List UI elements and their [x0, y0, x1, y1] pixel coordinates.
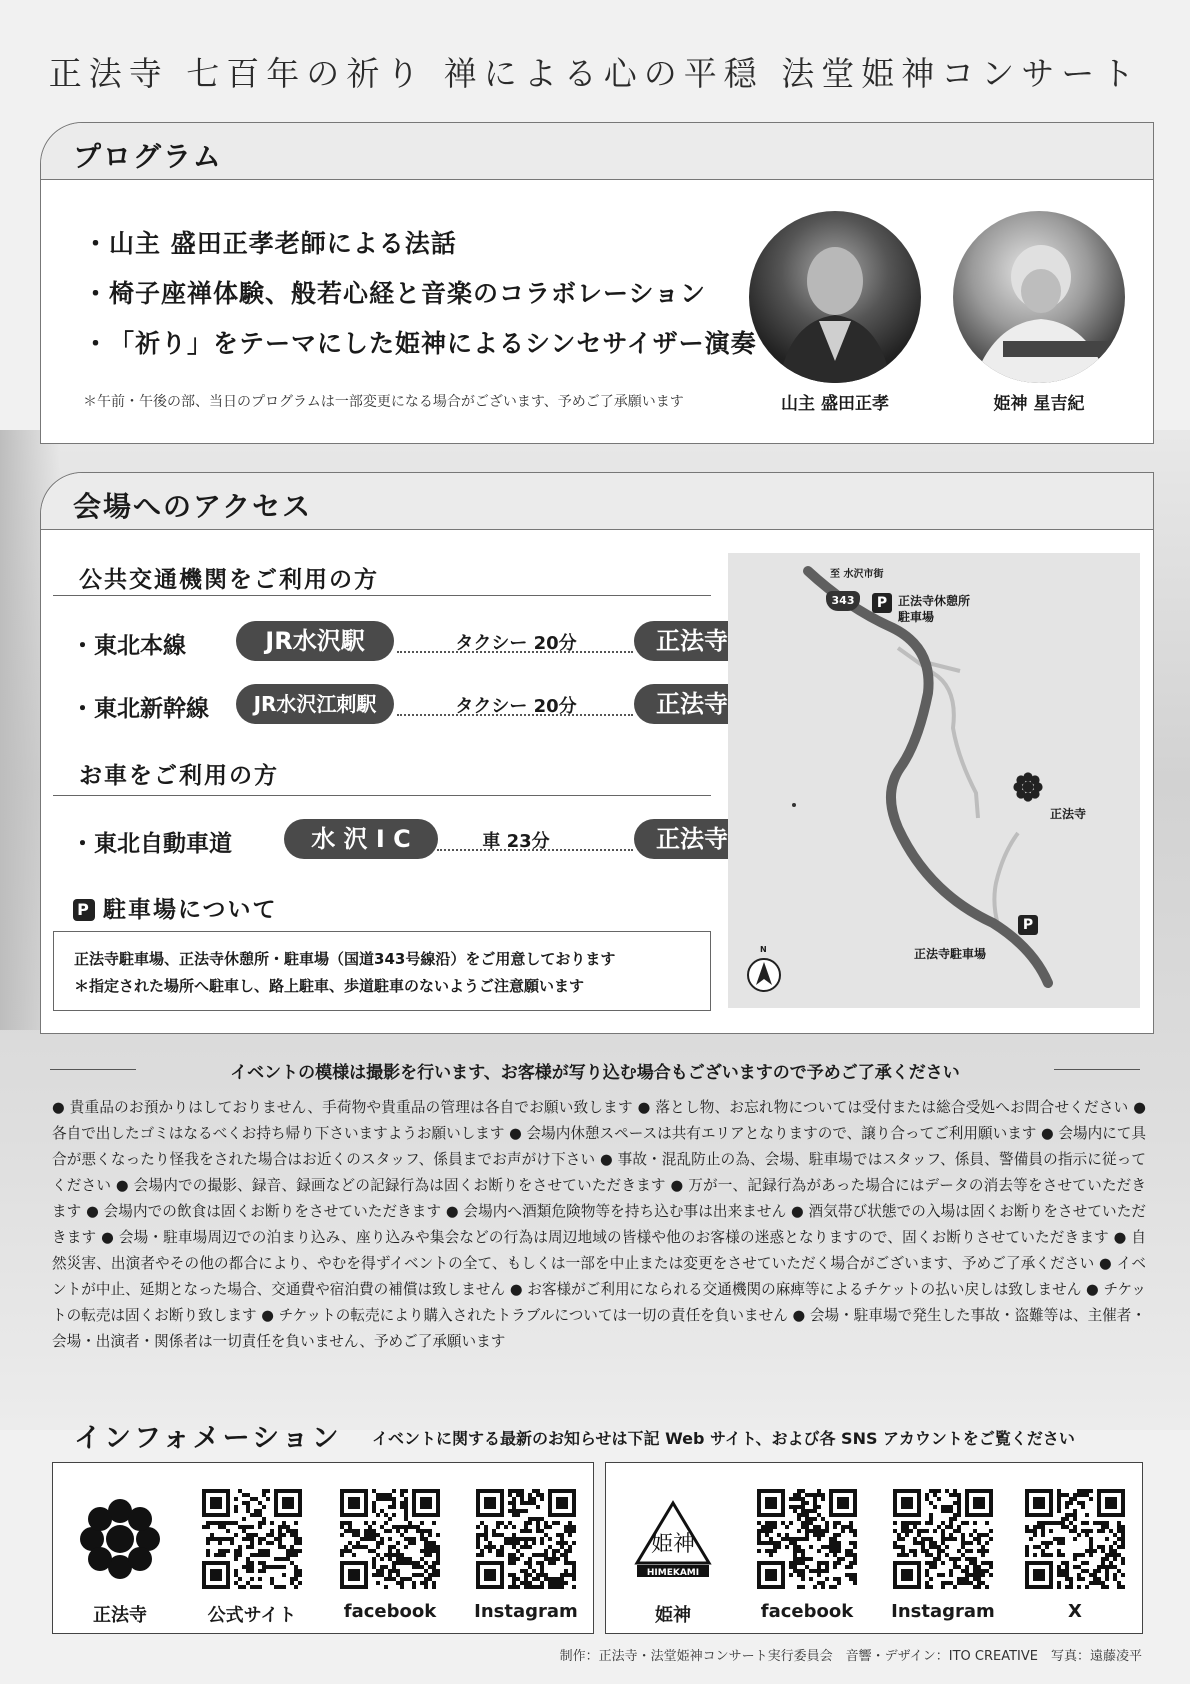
route-line-name: ・東北自動車道 — [71, 831, 232, 857]
parking-icon: P — [73, 899, 95, 921]
monk-figure-icon — [749, 211, 921, 383]
parking-marker-icon: P — [1018, 915, 1038, 935]
divider — [53, 595, 711, 596]
route-start-pill: JR水沢江刺駅 — [236, 684, 394, 724]
program-heading: プログラム — [73, 140, 223, 173]
program-item — [83, 319, 757, 369]
shohoji-instagram-qr-cell[interactable] — [461, 1463, 591, 1633]
logo-text: 姫神 — [650, 1532, 696, 1557]
route-line-name: ・東北新幹線 — [71, 696, 209, 722]
shohoji-links-box — [52, 1462, 594, 1634]
route-duration: タクシー 20分 — [455, 633, 577, 654]
public-transport-heading: 公共交通機関をご利用の方 — [79, 567, 379, 593]
divider — [53, 795, 711, 796]
map-label-rest-parking: 駐車場 — [898, 610, 935, 624]
musician-figure-icon — [953, 211, 1125, 383]
parking-line: 正法寺駐車場、正法寺休憩所・駐車場（国道343号線沿）をご用意しております — [74, 950, 616, 968]
access-panel-header — [41, 473, 1153, 530]
facebook-qr-code-icon[interactable] — [340, 1489, 440, 1589]
parking-marker-icon: P — [872, 593, 892, 613]
program-item — [83, 269, 757, 319]
car-heading: お車をご利用の方 — [79, 763, 279, 789]
himekami-x-qr-cell[interactable] — [1010, 1463, 1140, 1633]
himekami-links-box — [605, 1462, 1143, 1634]
route-row — [71, 684, 751, 726]
route-row — [71, 819, 751, 861]
program-item-text: 椅子座禅体験、般若心経と音楽のコラボレーション — [109, 279, 707, 308]
route-dotted-line — [397, 714, 633, 716]
route-dotted-line — [437, 849, 633, 851]
parking-info-box — [53, 931, 711, 1011]
program-item-text: 山主 盛田正孝老師による法話 — [109, 229, 457, 258]
info-label: X — [1068, 1601, 1082, 1622]
facebook-qr-code-icon[interactable] — [757, 1489, 857, 1589]
program-item — [83, 219, 757, 269]
instagram-qr-code-icon[interactable] — [476, 1489, 576, 1589]
info-label: facebook — [760, 1601, 854, 1622]
map-label-to-city: 至 水沢市街 — [830, 569, 884, 580]
bullet-icon: ・ — [83, 279, 110, 308]
access-panel — [40, 472, 1154, 1034]
route-line-name: ・東北本線 — [71, 633, 186, 659]
route-end-pill: 正法寺 — [634, 684, 750, 724]
parking-heading: P 駐車場について — [73, 891, 278, 924]
portrait-name-monk: 山主 盛田正孝 — [781, 394, 889, 414]
x-qr-code-icon[interactable] — [1025, 1489, 1125, 1589]
map-label-rest-parking: 正法寺休憩所 — [898, 594, 971, 608]
route-duration: 車 23分 — [482, 831, 550, 852]
portrait-name-musician: 姫神 星吉紀 — [993, 394, 1085, 414]
shohoji-facebook-qr-cell[interactable] — [325, 1463, 455, 1633]
himekami-logo-cell — [608, 1463, 738, 1633]
north-label: N — [760, 945, 767, 954]
program-panel — [40, 122, 1154, 444]
shohoji-crest-cell — [55, 1463, 185, 1633]
info-label: 公式サイト — [207, 1605, 297, 1626]
portrait-photo-monk — [749, 211, 921, 383]
program-item-text: 「祈り」をテーマにした姫神によるシンセサイザー演奏 — [109, 329, 757, 358]
program-list — [83, 219, 757, 369]
himekami-logo-icon — [623, 1489, 723, 1589]
program-panel-header — [41, 123, 1153, 180]
north-arrow-icon — [746, 957, 782, 993]
himekami-instagram-qr-cell[interactable] — [878, 1463, 1008, 1633]
route-start-pill: 水 沢 I C — [284, 819, 438, 859]
logo-text: HIMEKAMI — [646, 1568, 700, 1578]
info-subheading: イベントに関する最新のお知らせは下記 Web サイト、および各 SNS アカウントをご覧ください — [372, 1429, 1075, 1448]
bullet-icon: ・ — [83, 329, 110, 358]
route-dotted-line — [397, 651, 633, 653]
portrait-photo-musician — [953, 211, 1125, 383]
official-site-qr-cell[interactable] — [187, 1463, 317, 1633]
credit-line: 制作：正法寺・法堂姫神コンサート実行委員会 音響・デザイン：ITO CREATIVE 写真：遠藤凌平 — [559, 1649, 1142, 1664]
temple-crest-icon — [1012, 771, 1044, 803]
bullet-icon: ・ — [83, 229, 110, 258]
route-row — [71, 621, 751, 663]
map-label-parking: 正法寺駐車場 — [914, 947, 987, 961]
parking-line: ＊指定された場所へ駐車し、路上駐車、歩道駐車のないようご注意願います — [74, 977, 585, 995]
access-map — [728, 553, 1140, 1008]
himekami-facebook-qr-cell[interactable] — [742, 1463, 872, 1633]
route-duration: タクシー 20分 — [455, 696, 577, 717]
route-end-pill: 正法寺 — [634, 819, 750, 859]
info-label: 姫神 — [655, 1605, 691, 1626]
info-label: Instagram — [891, 1601, 995, 1622]
route-343-shield-icon: 343 — [826, 591, 860, 611]
info-label: 正法寺 — [93, 1605, 147, 1626]
access-heading: 会場へのアクセス — [73, 490, 313, 523]
route-start-pill: JR水沢駅 — [236, 621, 394, 661]
notice-body: ● 貴重品のお預かりはしておりません、手荷物や貴重品の管理は各自でお願い致します ● 落とし物、お忘れ物については受付または総合受処へお問合せください ● 各自で出したゴミはなるべくお持ち帰り下さいますようお願いします ● 会場内休憩スペースは共有エリアとなりますので、譲り合ってご利用願います ● 会場内にて具合が悪くなったり怪我をされた場合はお近くのスタッフ、係員までお声がけ下さい ● 事故・混乱防止の為、会場、駐車場ではスタッフ、係員、警備員の指示に従ってください ● 会場内での撮影、録音、録画などの記録行為は固くお断りをさせていただきます ● 万が一、記録行為があった場合にはデータの消去等をさせていただきます ● 会場内での飲食は固くお断りをさせていただきます ● 会場内へ酒類危険物等を持ち込む事は出来ません ● 酒気帯び状態での入場は固くお断りをさせていただきます ● 会場・駐車場周辺での泊まり込み、座り込みや集会などの行為は周辺地域の皆様や他のお客様の迷惑となりますので、固くお断りさせていただきます ● 自然災害、出演者やその他の都合により、やむを得ずイベントの全て、もしくは一部を中止または変更をさせていただく場合がございます、予めご了承ください ● イベントが中止、延期となった場合、交通費や宿泊費の補償は致しません ● お客様がご利用になられる交通機関の麻痺等によるチケットの払い戻しは致しません ● チケットの転売は固くお断り致します ● チケットの転売により購入されたトラブルについては一切の責任を負いません ● 会場・駐車場で発生した事故・盗難等は、主催者・会場・出演者・関係者は一切責任を負いません、予めご了承願います — [52, 1099, 1146, 1350]
shohoji-crest-icon — [70, 1489, 170, 1589]
info-label: facebook — [343, 1601, 437, 1622]
info-label: Instagram — [474, 1601, 578, 1622]
notice-heading: イベントの模様は撮影を行います、お客様が写り込む場合もございますので予めご了承ください — [50, 1058, 1140, 1083]
instagram-qr-code-icon[interactable] — [893, 1489, 993, 1589]
page-title: 正法寺 七百年の祈り 禅による心の平穏 法堂姫神コンサート — [48, 54, 1142, 93]
info-heading: インフォメーション — [74, 1423, 342, 1454]
program-note: ＊午前・午後の部、当日のプログラムは一部変更になる場合がございます、予めご了承願います — [83, 394, 684, 410]
official-site-qr-code-icon[interactable] — [202, 1489, 302, 1589]
map-label-temple: 正法寺 — [1050, 807, 1087, 821]
route-end-pill: 正法寺 — [634, 621, 750, 661]
